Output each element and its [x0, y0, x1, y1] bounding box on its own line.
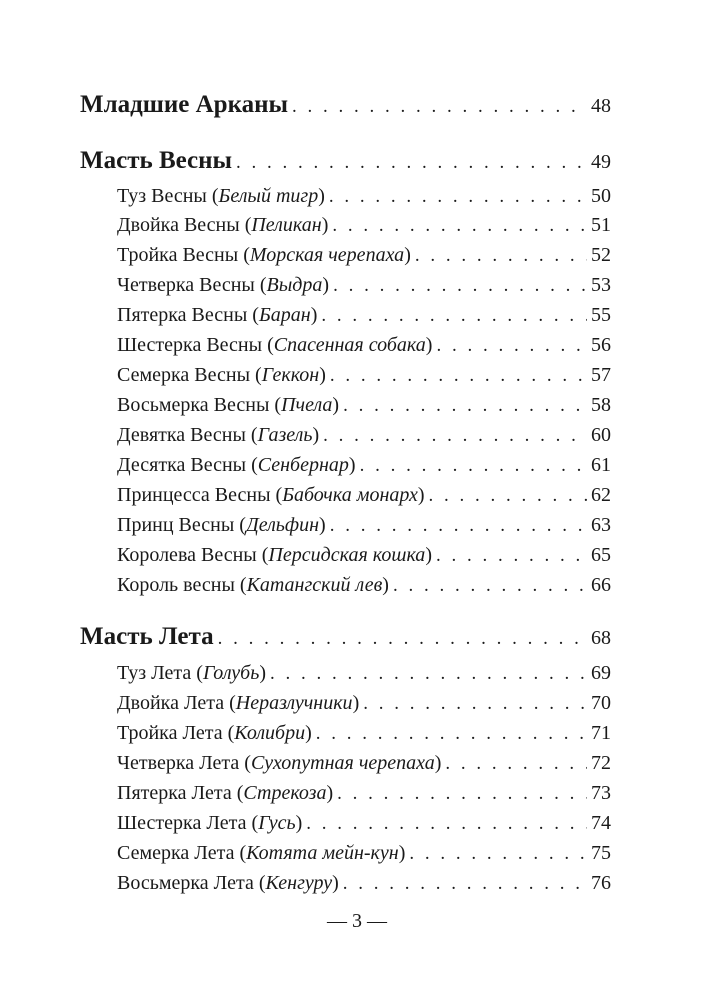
card-label: Шестерка Лета [117, 812, 247, 834]
card-label: Туз Весны [117, 185, 207, 207]
card-name: Пеликан [251, 214, 322, 236]
dot-leader [218, 629, 587, 648]
card-label: Двойка Лета [117, 692, 225, 714]
card-name: Пчела [281, 394, 333, 416]
dot-leader [236, 153, 587, 172]
dot-leader [321, 306, 587, 325]
page-number: 72 [591, 752, 611, 774]
page-number: 51 [591, 214, 611, 236]
dot-leader [292, 97, 587, 116]
dot-leader [330, 516, 587, 535]
card-label: Девятка Весны [117, 424, 246, 446]
page-number: 57 [591, 364, 611, 386]
toc-entry: Шестерка Весны (Спасенная собака) . . . 56 [117, 335, 611, 355]
page-number: 62 [591, 484, 611, 506]
dot-leader [330, 366, 587, 385]
card-label: Шестерка Весны [117, 334, 263, 356]
page-number: 68 [591, 627, 611, 649]
section-title: Младшие Арканы [80, 91, 289, 118]
dot-leader [409, 844, 587, 863]
card-name: Газель [257, 424, 313, 446]
toc-entry: Четверка Лета (Сухопутная черепаха) . . . 72 [117, 753, 611, 773]
card-name: Гусь [258, 812, 296, 834]
dot-leader [270, 664, 587, 683]
dot-leader [436, 336, 587, 355]
card-name: Катангский лев [246, 574, 383, 596]
page-number: 50 [591, 185, 611, 207]
card-label: Семерка Лета [117, 842, 235, 864]
dot-leader [343, 874, 587, 893]
toc-entry: Семерка Лета (Котята мейн-кун) . . . 75 [117, 843, 611, 863]
page-number: 63 [591, 514, 611, 536]
card-name: Сухопутная черепаха [250, 752, 435, 774]
page-number: 49 [591, 151, 611, 173]
section-title: Масть Лета [80, 623, 214, 650]
page-number: 66 [591, 574, 611, 596]
toc-section [80, 92, 611, 117]
card-name: Котята мейн-кун [246, 842, 399, 864]
toc-entry: Принцесса Весны (Бабочка монарх) . . . 62 [117, 485, 611, 505]
page-number: 70 [591, 692, 611, 714]
card-label: Принц Весны [117, 514, 235, 536]
toc-entry: Туз Весны (Белый тигр) . . . 50 [117, 186, 611, 206]
dot-leader [329, 187, 587, 206]
card-label: Принцесса Весны [117, 484, 271, 506]
page-number: 55 [591, 304, 611, 326]
page-number: 74 [591, 812, 611, 834]
page-number: 65 [591, 544, 611, 566]
card-label: Семерка Весны [117, 364, 251, 386]
toc-entry: Туз Лета (Голубь) . . . 69 [117, 663, 611, 683]
toc-entry: Шестерка Лета (Гусь) . . . 74 [117, 813, 611, 833]
dot-leader [445, 754, 587, 773]
toc-entry: Пятерка Лета (Стрекоза) . . . 73 [117, 783, 611, 803]
dot-leader [429, 486, 587, 505]
card-label: Двойка Весны [117, 214, 240, 236]
card-name: Спасенная собака [273, 334, 426, 356]
toc-section [80, 148, 611, 173]
card-name: Стрекоза [243, 782, 327, 804]
page-number: 76 [591, 872, 611, 894]
card-name: Персидская кошка [268, 544, 426, 566]
dot-leader [393, 576, 587, 595]
card-name: Неразлучники [235, 692, 353, 714]
card-label: Тройка Весны [117, 244, 239, 266]
card-label: Королева Весны [117, 544, 257, 566]
card-label: Туз Лета [117, 662, 192, 684]
toc-entry: Пятерка Весны (Баран) . . . 55 [117, 305, 611, 325]
toc-section [80, 624, 611, 649]
dot-leader [333, 276, 587, 295]
page-number: 73 [591, 782, 611, 804]
dot-leader [360, 456, 587, 475]
page-number: 61 [591, 454, 611, 476]
card-label: Четверка Лета [117, 752, 240, 774]
card-label: Пятерка Лета [117, 782, 232, 804]
toc-entry: Семерка Весны (Геккон) . . . 57 [117, 365, 611, 385]
page-number: 71 [591, 722, 611, 744]
page-number: 56 [591, 334, 611, 356]
toc-entry: Двойка Весны (Пеликан) . . . 51 [117, 215, 611, 235]
dot-leader [343, 396, 587, 415]
toc-entry: Король весны (Катангский лев) . . . 66 [117, 575, 611, 595]
page-number: 69 [591, 662, 611, 684]
page-footer-number: — 3 — [327, 910, 387, 932]
toc-entry: Двойка Лета (Неразлучники) . . . 70 [117, 693, 611, 713]
page-number: 60 [591, 424, 611, 446]
dot-leader [332, 216, 587, 235]
toc-entry: Тройка Лета (Колибри) . . . 71 [117, 723, 611, 743]
dot-leader [436, 546, 587, 565]
toc-entry: Принц Весны (Дельфин) . . . 63 [117, 515, 611, 535]
dot-leader [323, 426, 587, 445]
card-name: Белый тигр [218, 185, 319, 207]
dot-leader [363, 694, 587, 713]
card-name: Выдра [266, 274, 323, 296]
page-number: 48 [591, 95, 611, 117]
card-name: Сенбернар [257, 454, 349, 476]
dot-leader [415, 246, 587, 265]
page-number: 58 [591, 394, 611, 416]
dot-leader [337, 784, 587, 803]
card-name: Геккон [261, 364, 320, 386]
section-title: Масть Весны [80, 147, 233, 174]
toc-entry: Десятка Весны (Сенбернар) . . . 61 [117, 455, 611, 475]
page-number: 75 [591, 842, 611, 864]
toc-entry: Девятка Весны (Газель) . . . 60 [117, 425, 611, 445]
card-label: Восьмерка Лета [117, 872, 254, 894]
toc-entry: Тройка Весны (Морская черепаха) . . . 52 [117, 245, 611, 265]
card-name: Морская черепаха [249, 244, 405, 266]
card-name: Кенгуру [265, 872, 333, 894]
page-number: 53 [591, 274, 611, 296]
card-label: Пятерка Весны [117, 304, 248, 326]
toc-entry: Восьмерка Лета (Кенгуру) . . . 76 [117, 873, 611, 893]
toc-entry: Четверка Весны (Выдра) . . . 53 [117, 275, 611, 295]
dot-leader [316, 724, 587, 743]
toc-entry: Королева Весны (Персидская кошка) . . . 65 [117, 545, 611, 565]
card-name: Дельфин [245, 514, 320, 536]
toc-entry: Восьмерка Весны (Пчела) . . . 58 [117, 395, 611, 415]
card-name: Колибри [234, 722, 306, 744]
card-label: Четверка Весны [117, 274, 255, 296]
card-name: Баран [258, 304, 311, 326]
card-name: Голубь [202, 662, 260, 684]
dot-leader [306, 814, 587, 833]
page-number: 52 [591, 244, 611, 266]
card-label: Тройка Лета [117, 722, 223, 744]
card-name: Бабочка монарх [282, 484, 418, 506]
card-label: Десятка Весны [117, 454, 247, 476]
card-label: Король весны [117, 574, 235, 596]
card-label: Восьмерка Весны [117, 394, 270, 416]
